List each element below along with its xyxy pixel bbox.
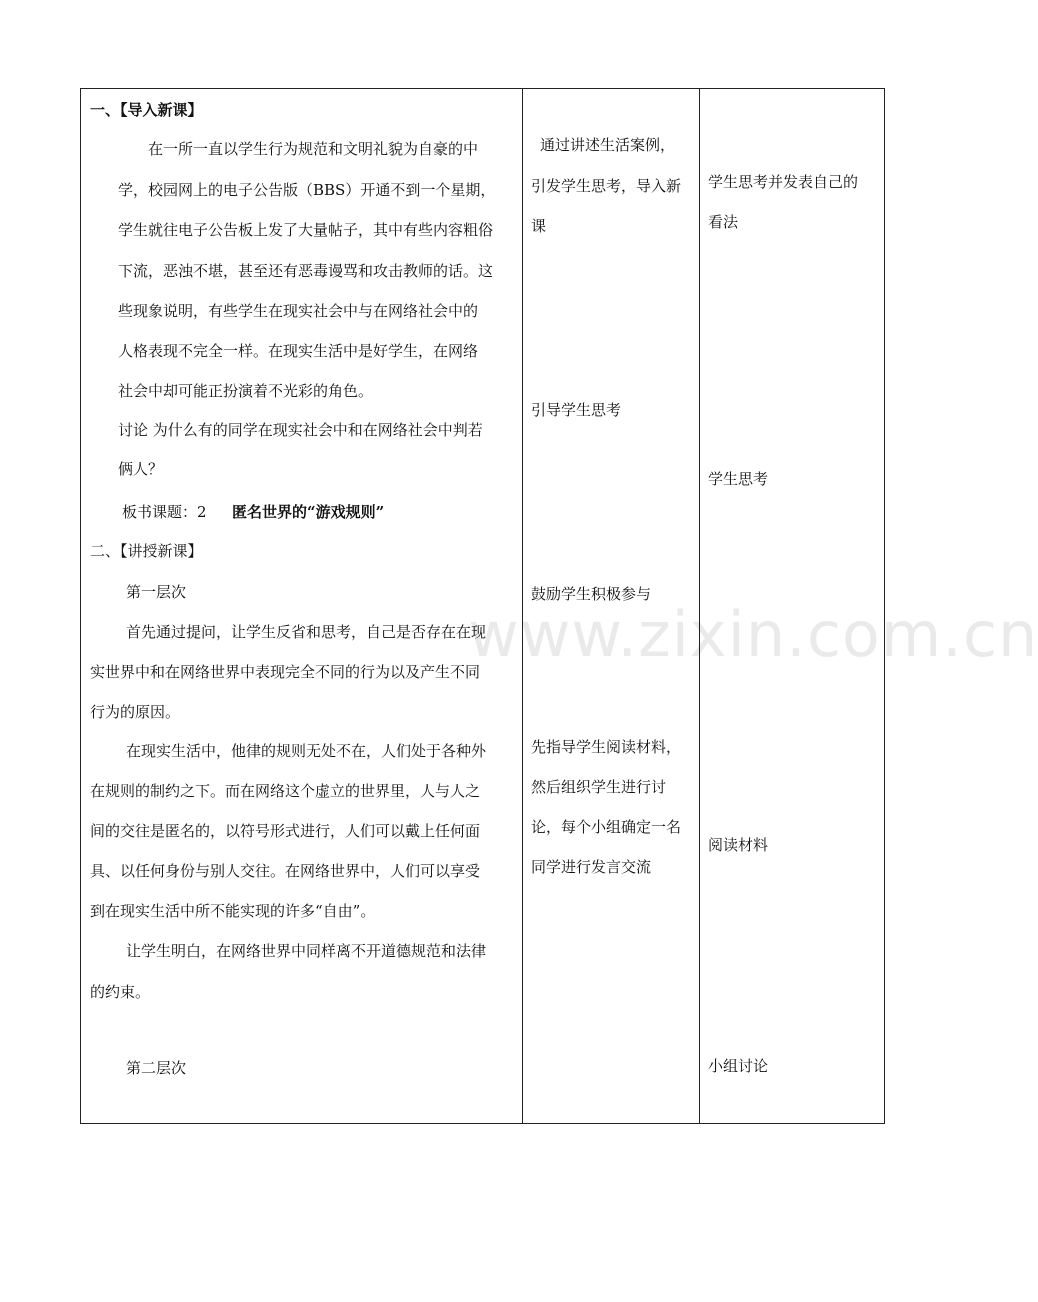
intro-line: 人格表现不完全一样。在现实生活中是好学生，在网络 xyxy=(118,342,479,360)
teacher-note-line: 引发学生思考，导入新 xyxy=(531,177,682,195)
student-activity-line: 学生思考并发表自己的 xyxy=(708,173,859,191)
lesson-table xyxy=(80,88,885,1124)
intro-line: 学，校园网上的电子公告版（BBS）开通不到一个星期， xyxy=(118,181,496,199)
intro-line: 在一所一直以学生行为规范和文明礼貌为自豪的中 xyxy=(148,140,479,158)
teacher-note-line: 先指导学生阅读材料， xyxy=(531,738,682,756)
paragraph-line: 实世界中和在网络世界中表现完全不同的行为以及产生不同 xyxy=(90,663,481,681)
discussion-line: 俩人？ xyxy=(118,460,164,478)
level-heading: 第一层次 xyxy=(126,583,187,601)
student-activity-line: 看法 xyxy=(708,213,739,231)
teacher-note-line: 然后组织学生进行讨 xyxy=(531,778,667,796)
paragraph-line: 行为的原因。 xyxy=(90,703,181,721)
student-activity: 阅读材料 xyxy=(708,836,769,854)
board-title: 匿名世界的“游戏规则” xyxy=(232,503,385,521)
teacher-note-line: 通过讲述生活案例， xyxy=(540,136,676,154)
teacher-note-line: 课 xyxy=(531,217,547,235)
intro-line: 下流，恶浊不堪，甚至还有恶毒谩骂和攻击教师的话。这 xyxy=(118,262,494,280)
student-activity: 学生思考 xyxy=(708,470,769,488)
intro-line: 学生就往电子公告板上发了大量帖子，其中有些内容粗俗 xyxy=(118,221,494,239)
paragraph-line: 首先通过提问，让学生反省和思考，自己是否存在在现 xyxy=(126,623,487,641)
student-activity: 小组讨论 xyxy=(708,1057,769,1075)
paragraph-line: 让学生明白，在网络世界中同样离不开道德规范和法律 xyxy=(126,942,487,960)
discussion-line: 讨论 为什么有的同学在现实社会中和在网络社会中判若 xyxy=(118,421,483,439)
paragraph-line: 在现实生活中，他律的规则无处不在，人们处于各种外 xyxy=(126,742,487,760)
section2-heading: 二、【讲授新课】 xyxy=(90,542,203,560)
teacher-note: 鼓励学生积极参与 xyxy=(531,585,652,603)
teacher-note: 引导学生思考 xyxy=(531,401,622,419)
column-divider xyxy=(522,89,523,1123)
watermark: www.zixin.com.cn xyxy=(468,598,1038,671)
intro-line: 些现象说明，有些学生在现实社会中与在网络社会中的 xyxy=(118,302,479,320)
teacher-note-line: 论，每个小组确定一名 xyxy=(531,818,682,836)
paragraph-line: 到在现实生活中所不能实现的许多“自由”。 xyxy=(90,902,376,920)
intro-line: 社会中却可能正扮演着不光彩的角色。 xyxy=(118,382,374,400)
paragraph-line: 间的交往是匿名的，以符号形式进行，人们可以戴上任何面 xyxy=(90,822,481,840)
column-divider xyxy=(699,89,700,1123)
section1-heading: 一、【导入新课】 xyxy=(90,101,203,119)
board-title-prefix: 板书课题：2 xyxy=(122,503,207,521)
paragraph-line: 的约束。 xyxy=(90,983,151,1001)
paragraph-line: 具、以任何身份与别人交往。在网络世界中，人们可以享受 xyxy=(90,862,481,880)
teacher-note-line: 同学进行发言交流 xyxy=(531,858,652,876)
level-heading: 第二层次 xyxy=(126,1059,187,1077)
paragraph-line: 在规则的制约之下。而在网络这个虚立的世界里，人与人之 xyxy=(90,782,481,800)
